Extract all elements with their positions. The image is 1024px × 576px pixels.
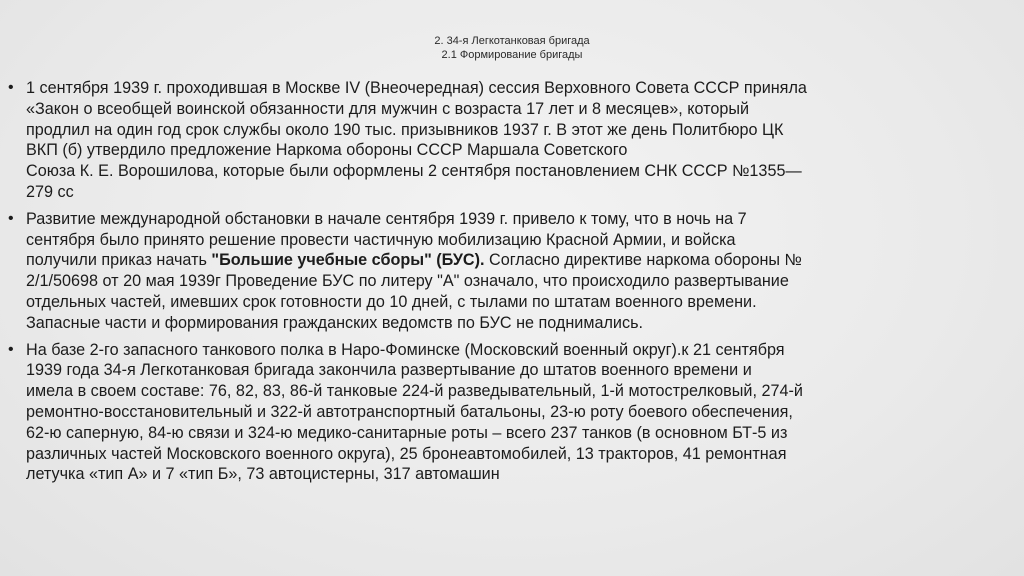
paragraph-1-line-1: 1 сентября 1939 г. проходившая в Москве IV (Внеочередная) сессия Верховного Совета СССР приняла [26,79,807,97]
bullet-item-1 [8,78,1008,203]
paragraph-1-line-2: «Закон о всеобщей воинской обязанности для мужчин с возраста 17 лет и 8 месяцев», который [26,99,750,118]
bus-term-bold: "Большие учебные сборы" (БУС). [211,251,485,270]
paragraph-1-line-4: ВКП (б) утвердило предложение Наркома обороны СССР Маршала Советского [26,141,628,160]
bullet-icon: • [8,79,14,96]
bullet-item-2 [8,209,1008,334]
paragraph-3-line-3: имела в своем составе: 76, 82, 83, 86-й танковые 224-й разведывательный, 1-й мотострелковый, 274-й [26,382,803,401]
paragraph-3-line-7: летучка «тип А» и 7 «тип Б», 73 автоцистерны, 317 автомашин [26,465,500,484]
paragraph-3-line-2: 1939 года 34-я Легкотанковая бригада закончила развертывание до штатов военного времени и [26,361,752,380]
bullet-icon: • [8,340,14,358]
bullet-icon: • [8,209,14,227]
paragraph-3-line-4: ремонтно-восстановительный и 322-й автотранспортный батальоны, 23-ю роту боевого обеспечения, [26,402,793,421]
paragraph-2-line-3-start: получили приказ начать [26,251,212,270]
paragraph-2-line-6: Запасные части и формирования гражданских ведомств по БУС не поднимались. [26,313,643,332]
paragraph-2-line-2: сентября было принято решение провести частичную мобилизацию Красной Армии, и войска [26,230,736,249]
header-title: 2. 34-я Легкотанковая бригада [434,35,590,47]
slide-header [0,34,1024,62]
paragraph-3-line-1: На базе 2-го запасного танкового полка в Наро-Фоминске (Московский военный округ).к 21 сентября [26,340,785,359]
paragraph-3-line-5: 62-ю саперную, 84-ю связи и 324-ю медико-санитарные роты – всего 237 танков (в основном БТ-5 из [26,423,788,442]
paragraph-1-line-6: 279 сс [26,182,74,201]
slide-body [8,78,1008,491]
paragraph-3-line-6: различных частей Московского военного округа), 25 бронеавтомобилей, 13 тракторов, 41 ремонтная [26,444,787,463]
header-subtitle: 2.1 Формирование бригады [441,49,583,61]
paragraph-2-line-4: 2/1/50698 от 20 мая 1939г Проведение БУС по литеру "А" означало, что происходило развертывание [26,272,789,291]
bullet-item-3 [8,340,1008,486]
paragraph-2-line-3-end: Согласно директиве наркома обороны № [484,251,802,270]
paragraph-1-line-3: продлил на один год срок службы около 190 тыс. призывников 1937 г. В этот же день Политбюро ЦК [26,120,784,139]
paragraph-2-line-5: отдельных частей, имевших срок готовности до 10 дней, с тылами по штатам военного времени. [26,292,757,311]
paragraph-1-line-5: Союза К. Е. Ворошилова, которые были оформлены 2 сентября постановлением СНК СССР №1355— [26,162,802,181]
paragraph-2-line-1: Развитие международной обстановки в начале сентября 1939 г. привело к тому, что в ночь на 7 [26,209,747,228]
paragraph-2-line-3 [26,250,1008,271]
bullet-list [8,78,1008,485]
